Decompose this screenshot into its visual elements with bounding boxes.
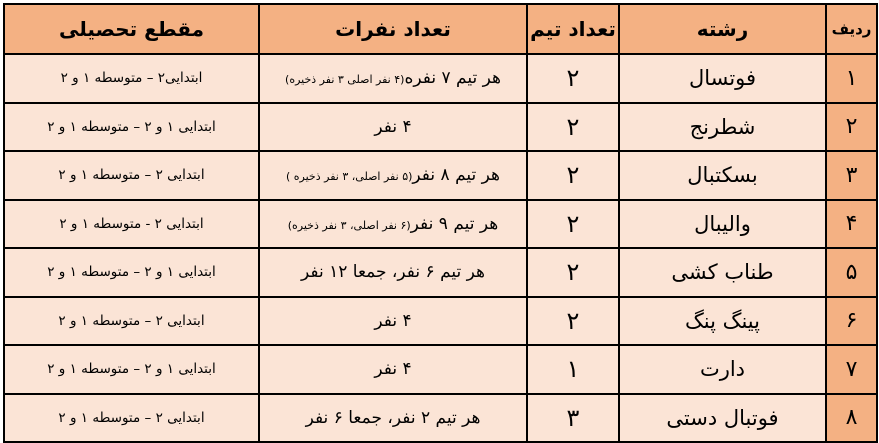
- member-count-note: (۵ نفر اصلی، ۳ نفر ذخیره ): [285, 170, 413, 184]
- table-row: [4, 345, 877, 394]
- education-level: ابتدایی ۱ و ۲ – متوسطه ۱ و ۲: [4, 345, 259, 394]
- member-count-main: ۴ نفر: [374, 310, 412, 331]
- table-row: [4, 394, 877, 443]
- sports-table: [3, 3, 878, 443]
- education-level: ابتدایی۲ – متوسطه ۱ و ۲: [4, 54, 259, 103]
- row-number: ۸: [826, 394, 877, 443]
- team-count: ۲: [527, 248, 619, 297]
- sport-name: پینگ پنگ: [619, 297, 826, 346]
- team-count: ۱: [527, 345, 619, 394]
- row-number: ۵: [826, 248, 877, 297]
- row-number: ۱: [826, 54, 877, 103]
- header-row-number: ردیف: [826, 4, 877, 54]
- member-count: [259, 200, 527, 249]
- member-count-main: هر تیم ۹ نفر: [410, 213, 499, 234]
- member-count-main: ۴ نفر: [374, 359, 412, 380]
- table-row: [4, 103, 877, 152]
- member-count-main: هر تیم ۷ نفره: [404, 68, 501, 89]
- sport-name: طناب کشی: [619, 248, 826, 297]
- member-count-main: هر تیم ۲ نفر، جمعا ۶ نفر: [305, 407, 481, 428]
- team-count: ۲: [527, 297, 619, 346]
- sport-name: بسکتبال: [619, 151, 826, 200]
- row-number: ۴: [826, 200, 877, 249]
- team-count: ۲: [527, 103, 619, 152]
- member-count-main: هر تیم ۸ نفر: [412, 165, 500, 186]
- sport-name: فوتبال دستی: [619, 394, 826, 443]
- member-count: [259, 151, 527, 200]
- header-members: تعداد نفرات: [259, 4, 527, 54]
- education-level: ابتدایی ۲ – متوسطه ۱ و ۲: [4, 297, 259, 346]
- education-level: ابتدایی ۱ و ۲ – متوسطه ۱ و ۲: [4, 103, 259, 152]
- row-number: ۷: [826, 345, 877, 394]
- header-level: مقطع تحصیلی: [4, 4, 259, 54]
- table-row: [4, 248, 877, 297]
- header-sport: رشته: [619, 4, 826, 54]
- member-count: [259, 345, 527, 394]
- header-row: [4, 4, 877, 54]
- row-number: ۶: [826, 297, 877, 346]
- table-row: [4, 297, 877, 346]
- education-level: ابتدایی ۲ – متوسطه ۱ و ۲: [4, 151, 259, 200]
- table-row: [4, 151, 877, 200]
- table-row: [4, 200, 877, 249]
- member-count: [259, 297, 527, 346]
- team-count: ۲: [527, 151, 619, 200]
- member-count-main: ۴ نفر: [374, 116, 412, 137]
- education-level: ابتدایی ۲ – متوسطه ۱ و ۲: [4, 394, 259, 443]
- row-number: ۳: [826, 151, 877, 200]
- sport-name: دارت: [619, 345, 826, 394]
- sport-name: والیبال: [619, 200, 826, 249]
- sport-name: فوتسال: [619, 54, 826, 103]
- education-level: ابتدایی ۲ - متوسطه ۱ و ۲: [4, 200, 259, 249]
- member-count: [259, 54, 527, 103]
- education-level: ابتدایی ۱ و ۲ – متوسطه ۱ و ۲: [4, 248, 259, 297]
- table-row: [4, 54, 877, 103]
- member-count-main: هر تیم ۶ نفر، جمعا ۱۲ نفر: [301, 262, 485, 283]
- team-count: ۳: [527, 394, 619, 443]
- member-count: [259, 394, 527, 443]
- sport-name: شطرنج: [619, 103, 826, 152]
- member-count-note: (۴ نفر اصلی ۳ نفر ذخیره): [285, 73, 405, 87]
- header-teams: تعداد تیم: [527, 4, 619, 54]
- member-count: [259, 103, 527, 152]
- row-number: ۲: [826, 103, 877, 152]
- member-count: [259, 248, 527, 297]
- member-count-note: (۶ نفر اصلی، ۳ نفر ذخیره): [287, 218, 411, 232]
- team-count: ۲: [527, 200, 619, 249]
- team-count: ۲: [527, 54, 619, 103]
